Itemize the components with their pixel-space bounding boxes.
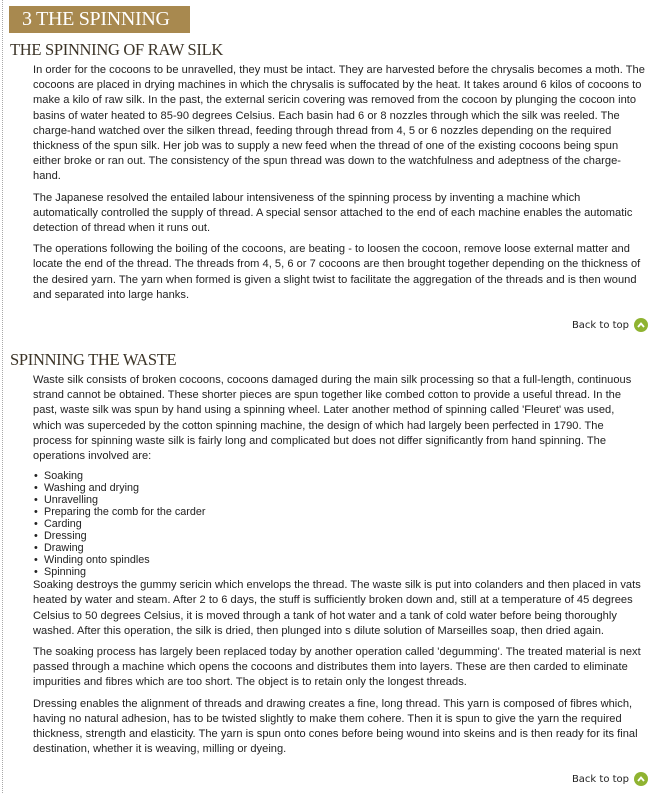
back-to-top-label: Back to top [571,319,629,331]
paragraph: The operations following the boiling of the cocoons, are beating - to loosen the cocoon, remove loose external matter and locate the end of the thread. The threads from 4, 5, 6 or 7 cocoons are then brought together depending on the thickness of the desired yarn. The yarn when formed is given a slight twist to facilitate the aggregation of the threads and is then wound and separated into large hanks. [33,243,641,301]
paragraph: Waste silk consists of broken cocoons, cocoons damaged during the main silk processing so that a full-length, continuous strand cannot be obtained. These shorter pieces are spun together like combed cotton to provide a useful thread. In the past, waste silk was spun by hand using a spinning wheel. Later another method of spinning called 'Fleuret' was used, which was superceded by the cotton spinning machine, the design of which had largely been perfected in 1790. The process for spinning waste silk is fairly long and complicated but does not differ significantly from hand spinning. The operations involved are: [33,374,632,463]
list-item: • Dressing [44,530,646,542]
list-item: • Carding [44,518,646,530]
list-item: • Soaking [44,470,646,482]
waste-section [10,350,646,763]
operations-list [10,470,646,578]
left-dotted-rule [2,0,3,793]
page-title: 3 THE SPINNING [9,6,190,33]
section-heading-waste: SPINNING THE WASTE [10,350,177,369]
list-item: • Spinning [44,566,646,578]
list-item: • Drawing [44,542,646,554]
paragraph: Soaking destroys the gummy sericin which envelops the thread. The waste silk is put into colanders and then placed in vats heated by water and steam. After 2 to 6 days, the stuff is sufficiently broken down and, still at a temperature of 45 degrees Celsius to 50 degrees Celsius, it is moved through a tank of hot water and a tank of cold water before being thoroughly washed. After this operation, the silk is dried, then plunged into s dilute solution of Marseilles soap, then dried again. [33,579,641,637]
paragraph: Dressing enables the alignment of threads and drawing creates a fine, long thread. This yarn is composed of fibres which, having no natural adhesion, has to be twisted slightly to make them cohere. Then it is spun to give the yarn the required thickness, strength and elasticity. The yarn is spun onto cones before being wound into skeins and is then ready for its final destination, whether it is weaving, milling or dyeing. [33,697,638,756]
main-content [10,40,646,309]
list-item: • Winding onto spindles [44,554,646,566]
paragraph: In order for the cocoons to be unravelled, they must be intact. They are harvested before the chrysalis becomes a moth. The cocoons are placed in drying machines in which the chrysalis is suffocated by the heat. It takes around 6 kilos of cocoons to make a kilo of raw silk. In the past, the external sericin covering was removed from the cocoon by plunging the cocoon into basins of water heated to 85-90 degrees Celsius. Each basin had 6 or 8 nozzles through which the silk was reeled. The charge-hand watched over the silken thread, feeding through thread from 4, 5 or 6 nozzles depending on the required thickness of the spun silk. Her job was to supply a new feed when the thread of one of the existing cocoons being spun either broke or ran out. The consistency of the spun thread was down to the watchfulness and adeptness of the charge-hand. [33,64,645,183]
back-to-top-link[interactable] [572,772,648,786]
back-to-top-label: Back to top [571,773,629,785]
list-item: • Preparing the comb for the carder [44,506,646,518]
chevron-up-icon[interactable] [634,318,648,332]
list-item: • Washing and drying [44,482,646,494]
paragraph: The soaking process has largely been replaced today by another operation called 'degumming'. The treated material is next passed through a machine which opens the cocoons and distributes them into layers. These are then carded to eliminate impurities and fibres which are too short. The object is to retain only the longest threads. [33,646,641,689]
back-to-top-link[interactable] [572,318,648,332]
list-item: • Unravelling [44,494,646,506]
paragraph: The Japanese resolved the entailed labour intensiveness of the spinning process by inventing a machine which automatically controlled the supply of thread. A special sensor attached to the end of each machine enables the automatic detection of thread when it runs out. [33,191,633,235]
chevron-up-icon[interactable] [634,772,648,786]
section-heading-raw-silk: THE SPINNING OF RAW SILK [10,40,224,59]
